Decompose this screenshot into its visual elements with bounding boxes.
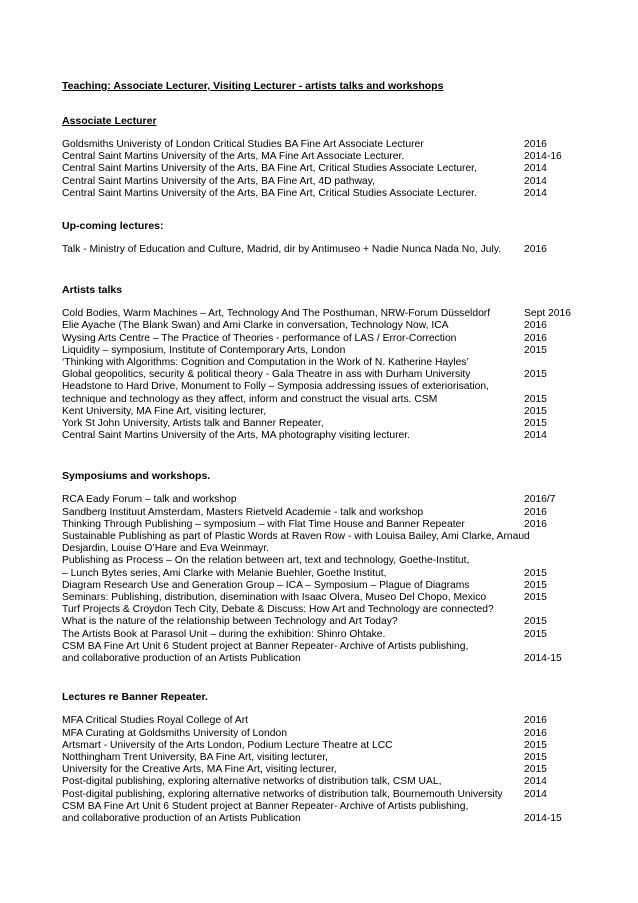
- entry-year: [524, 543, 582, 555]
- entry-year: 2015: [524, 393, 547, 405]
- entry-text: Notthingham Trent University, BA Fine Art, visiting lecturer,: [62, 751, 328, 763]
- entry-text: MFA Critical Studies Royal College of Art: [62, 715, 248, 727]
- entry-row: [62, 752, 582, 764]
- entry-text: and collaborative production of an Artists Publication: [62, 812, 301, 824]
- entry-row: [62, 357, 582, 369]
- entry-row: [62, 406, 582, 418]
- entry-year: 2015: [524, 616, 547, 628]
- entry-year: [524, 555, 582, 567]
- entry-year: 2015: [524, 739, 547, 751]
- entry-text: Post-digital publishing, exploring alternative networks of distribution talk, Bournemouth University: [62, 788, 503, 800]
- entry-row: [62, 418, 582, 430]
- section: [62, 220, 582, 256]
- entry-text: Wysing Arts Centre – The Practice of Theories - performance of LAS / Error-Correction: [62, 332, 457, 344]
- entry-year: 2016: [524, 332, 547, 344]
- entry-text: Publishing as Process – On the relation between art, text and technology, Goethe-Institut,: [62, 555, 470, 567]
- entry-text: MFA Curating at Goldsmiths University of London: [62, 727, 287, 739]
- entry-year: 2016: [524, 727, 547, 739]
- entry-year: 2014: [524, 163, 547, 175]
- entry-year: 2015: [524, 405, 547, 417]
- entry-row: [62, 555, 582, 567]
- entry-text: and collaborative production of an Artists Publication: [62, 653, 301, 665]
- entry-text: Kent University, MA Fine Art, visiting lecturer,: [62, 405, 267, 417]
- entry-text: Talk - Ministry of Education and Culture, Madrid, dir by Antimuseo + Nadie Nunca Nada No, July.: [62, 244, 502, 256]
- entry-text: technique and technology as they affect, inform and construct the visual arts. CSM: [62, 393, 438, 405]
- entry-text: Artsmart - University of the Arts London, Podium Lecture Theatre at LCC: [62, 739, 393, 751]
- entry-year: [524, 381, 582, 393]
- entry-row: [62, 308, 582, 320]
- entry-row: [62, 369, 582, 381]
- entry-row: [62, 381, 582, 393]
- entry-text: Post-digital publishing, exploring alternative networks of distribution talk, CSM UAL,: [62, 776, 442, 788]
- entry-row: [62, 188, 582, 200]
- entry-year: 2016: [524, 506, 547, 518]
- section: [62, 284, 582, 442]
- entry-year: 2014: [524, 187, 547, 199]
- entry-row: [62, 728, 582, 740]
- entry-row: [62, 333, 582, 345]
- entry-year: [530, 531, 588, 543]
- cv-page: [62, 80, 582, 825]
- entry-row: [62, 494, 582, 506]
- entry-row: [62, 531, 582, 543]
- entry-row: [62, 568, 582, 580]
- entry-year: 2016: [524, 320, 547, 332]
- entry-text: Elie Ayache (The Blank Swan) and Ami Clarke in conversation, Technology Now, ICA: [62, 320, 449, 332]
- entry-row: [62, 176, 582, 188]
- entry-text: York St John University, Artists talk and Banner Repeater,: [62, 418, 324, 430]
- entry-year: 2016: [524, 244, 547, 256]
- entry-year: [524, 604, 582, 616]
- entry-year: 2016/7: [524, 494, 556, 506]
- entry-year: 2015: [524, 764, 547, 776]
- entry-year: 2015: [524, 369, 547, 381]
- entry-text: Diagram Research Use and Generation Group – ICA – Symposium – Plague of Diagrams: [62, 579, 470, 591]
- entry-year: 2014-16: [524, 151, 562, 163]
- entry-year: 2016: [524, 518, 547, 530]
- entry-row: [62, 616, 582, 628]
- entry-text: CSM BA Fine Art Unit 6 Student project at Banner Repeater- Archive of Artists publishing,: [62, 640, 469, 652]
- entry-year: 2015: [524, 592, 547, 604]
- entry-year: 2015: [524, 579, 547, 591]
- entry-row: [62, 789, 582, 801]
- entry-text: Desjardin, Louise O’Hare and Eva Weinmayr.: [62, 543, 269, 555]
- section-heading: Associate Lecturer: [62, 115, 157, 127]
- entry-year: 2014: [524, 776, 547, 788]
- entry-text: Global geopolitics, security & political theory - Gala Theatre in ass with Durham University: [62, 369, 471, 381]
- entry-text: The Artists Book at Parasol Unit – during the exhibition: Shinro Ohtake.: [62, 628, 386, 640]
- entry-row: [62, 592, 582, 604]
- entry-text: Liquidity – symposium, Institute of Contemporary Arts, London: [62, 344, 346, 356]
- section: [62, 691, 582, 825]
- entry-year: 2016: [524, 139, 547, 150]
- entry-text: Thinking Through Publishing – symposium – with Flat Time House and Banner Repeater: [62, 518, 465, 530]
- entry-text: Central Saint Martins University of the Arts, MA Fine Art Associate Lecturer.: [62, 151, 405, 163]
- entry-row: [62, 653, 582, 665]
- entry-year: 2014-15: [524, 653, 562, 665]
- entry-row: [62, 507, 582, 519]
- entry-row: [62, 139, 582, 151]
- entry-year: 2014: [524, 175, 547, 187]
- entry-text: Central Saint Martins University of the Arts, BA Fine Art, Critical Studies Associate Lecturer.: [62, 187, 477, 199]
- entry-row: [62, 641, 582, 653]
- entry-text: Goldsmiths Univeristy of London Critical Studies BA Fine Art Associate Lecturer: [62, 139, 424, 150]
- entry-year: [524, 801, 582, 813]
- entry-year: 2016: [524, 715, 547, 727]
- entry-year: 2015: [524, 567, 547, 579]
- entry-text: RCA Eady Forum – talk and workshop: [62, 494, 237, 506]
- entry-row: [62, 151, 582, 163]
- entry-text: Seminars: Publishing, distribution, disemination with Isaac Olvera, Museo Del Chopo, Mexico: [62, 592, 487, 604]
- entry-year: [524, 641, 582, 653]
- entry-row: [62, 740, 582, 752]
- page-title: Teaching: Associate Lecturer, Visiting Lecturer - artists talks and workshops: [62, 80, 444, 92]
- entry-year: Sept 2016: [524, 308, 571, 320]
- entry-row: [62, 580, 582, 592]
- section-heading: Artists talks: [62, 284, 123, 297]
- entry-row: [62, 320, 582, 332]
- entry-year: 2014: [524, 788, 547, 800]
- entry-row: [62, 604, 582, 616]
- entry-row: [62, 764, 582, 776]
- entry-text: Turf Projects & Croydon Tech City, Debate & Discuss: How Art and Technology are connected?: [62, 604, 494, 616]
- entry-text: What is the nature of the relationship between Technology and Art Today?: [62, 616, 398, 628]
- entry-text: ‘Thinking with Algorithms: Cognition and Computation in the Work of N. Katherine Hayles’: [62, 357, 469, 369]
- entry-year: 2015: [524, 751, 547, 763]
- entry-text: Central Saint Martins University of the Arts, BA Fine Art, Critical Studies Associate Lecturer,: [62, 163, 477, 175]
- entry-year: [524, 357, 582, 369]
- entry-row: [62, 776, 582, 788]
- entry-row: [62, 345, 582, 357]
- entry-row: [62, 813, 582, 825]
- entry-text: Central Saint Martins University of the Arts, BA Fine Art, 4D pathway,: [62, 175, 375, 187]
- section-heading: Up-coming lectures:: [62, 220, 164, 233]
- section-heading: Lectures re Banner Repeater.: [62, 691, 208, 704]
- entry-year: 2014: [524, 430, 547, 442]
- entry-text: CSM BA Fine Art Unit 6 Student project at Banner Repeater- Archive of Artists publishing,: [62, 800, 469, 812]
- entry-row: [62, 519, 582, 531]
- entry-row: [62, 244, 582, 256]
- entry-row: [62, 715, 582, 727]
- entry-row: [62, 629, 582, 641]
- entry-row: [62, 543, 582, 555]
- entry-text: University for the Creative Arts, MA Fine Art, visiting lecturer,: [62, 764, 337, 776]
- entry-row: [62, 394, 582, 406]
- entry-text: Central Saint Martins University of the Arts, MA photography visiting lecturer.: [62, 430, 410, 442]
- entry-text: Sustainable Publishing as part of Plastic Words at Raven Row - with Louisa Bailey, Ami Clarke, Arnaud: [62, 531, 530, 543]
- sections-container: [62, 115, 582, 825]
- entry-year: 2015: [524, 418, 547, 430]
- entry-text: Sandberg Instituut Amsterdam, Masters Rietveld Academie - talk and workshop: [62, 506, 424, 518]
- section-heading: Symposiums and workshops.: [62, 470, 211, 483]
- entry-row: [62, 430, 582, 442]
- entry-year: 2014-15: [524, 812, 562, 824]
- entry-text: Cold Bodies, Warm Machines – Art, Technology And The Posthuman, NRW-Forum Düsseldorf: [62, 308, 491, 320]
- entry-row: [62, 801, 582, 813]
- entry-year: 2015: [524, 344, 547, 356]
- entry-row: [62, 163, 582, 175]
- entry-text: Headstone to Hard Drive, Monument to Folly – Symposia addressing issues of exteriorisation,: [62, 381, 489, 393]
- entry-text: – Lunch Bytes series, Ami Clarke with Melanie Buehler, Goethe Institut,: [62, 567, 387, 579]
- section: [62, 115, 582, 200]
- section: [62, 470, 582, 665]
- entry-year: 2015: [524, 628, 547, 640]
